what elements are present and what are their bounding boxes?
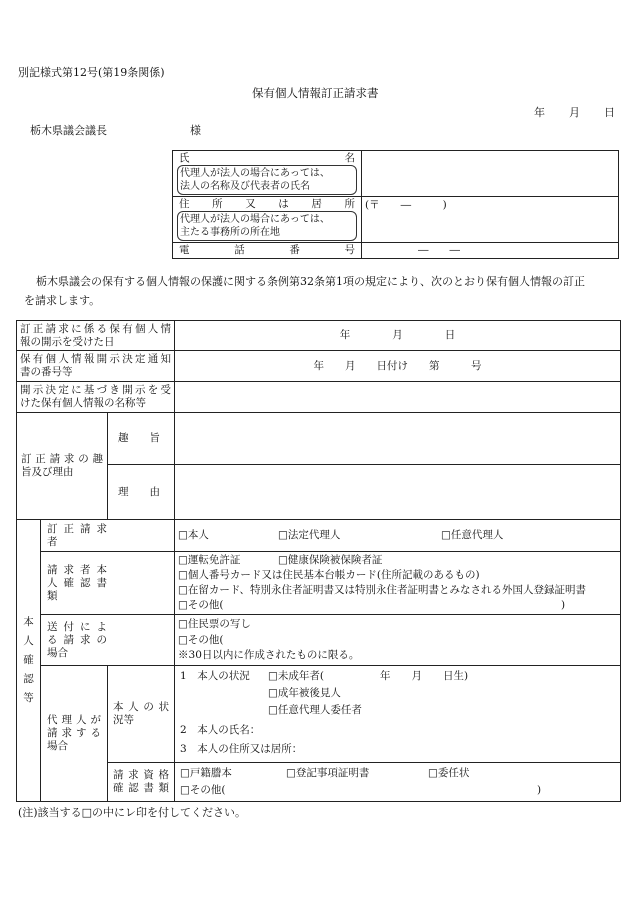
status-label-line-2: 況等 — [113, 714, 134, 726]
info-name-field[interactable] — [175, 382, 621, 413]
requester-options — [175, 520, 621, 552]
r2-label-line-2: 書の番号等 — [20, 366, 73, 378]
driver-license-checkbox[interactable]: □運転免許証 — [178, 554, 241, 566]
phone-label: 電話番号 — [179, 244, 355, 256]
qual-label-line-1: 請求資格 — [113, 769, 170, 781]
reason-field[interactable] — [175, 465, 621, 520]
minor-birthdate: 年 月 日生) — [380, 670, 469, 682]
purpose-label — [108, 413, 175, 465]
intro-line-1: 栃木県議会の保有する個人情報の保護に関する条例第32条第1項の規定により、次のとおり保有個人情報の訂正 — [36, 275, 585, 288]
r1-label-line-2: 報の開示を受けた日 — [20, 335, 115, 348]
name-field[interactable] — [362, 151, 619, 197]
status-options — [175, 666, 621, 763]
requester-legal-agent-checkbox[interactable]: □法定代理人 — [278, 529, 341, 541]
docs-label — [41, 552, 175, 615]
mail-label — [41, 615, 175, 666]
address-field[interactable] — [362, 197, 619, 243]
r4-label — [17, 413, 108, 520]
honorific: 様 — [190, 124, 201, 137]
principal-name-field[interactable]: 2 本人の氏名： — [180, 724, 261, 736]
address-note — [177, 211, 357, 241]
identity-group-char-5: 等 — [23, 692, 34, 704]
requester-voluntary-agent-checkbox[interactable]: □任意代理人 — [441, 529, 504, 541]
r2-label-line-1: 保有個人情報開示決定通知 — [20, 353, 172, 365]
identity-group-char-1: 本 — [23, 616, 34, 628]
disclosure-date-field[interactable] — [175, 321, 621, 351]
identity-group-char-2: 人 — [23, 635, 34, 647]
disclosure-date-value: 年 月 日 — [339, 329, 456, 341]
qual-label — [108, 763, 175, 802]
r3-label — [17, 382, 175, 413]
intro-line-2: を請求します。 — [24, 294, 101, 307]
status-heading: 1 本人の状況 — [180, 670, 250, 682]
adult-guardianship-checkbox[interactable]: □成年被後見人 — [268, 687, 341, 699]
name-note-line-2: 法人の名称及び代表者の氏名 — [180, 181, 310, 192]
identity-group-char-3: 確 — [23, 654, 34, 666]
form-number: 別記様式第12号(第19条関係) — [18, 66, 165, 79]
name-label: 氏名 — [179, 152, 355, 164]
identity-group-char-4: 認 — [23, 673, 34, 685]
name-label-cell — [173, 151, 362, 197]
qual-other-checkbox[interactable]: □その他( — [180, 784, 226, 796]
delegator-checkbox[interactable]: □任意代理人委任者 — [268, 704, 362, 716]
address-note-line-2: 主たる事務所の所在地 — [180, 227, 280, 238]
mail-options — [175, 615, 621, 666]
requester-label-line-2: 者 — [47, 535, 58, 548]
reason-label — [108, 465, 175, 520]
requester-label-line-1: 訂正請求 — [47, 522, 107, 535]
mail-other-checkbox[interactable]: □その他( — [178, 634, 224, 646]
qual-options — [175, 763, 621, 802]
r4-label-line-2: 旨及び理由 — [21, 466, 74, 478]
docs-label-line-2: 人確認書 — [47, 576, 107, 589]
address-note-line-1: 代理人が法人の場合にあっては、 — [180, 214, 330, 225]
my-number-card-checkbox[interactable]: □個人番号カード又は住民基本台帳カード(住所記載のあるもの) — [178, 569, 480, 581]
date-year: 年 — [534, 106, 545, 119]
r3-label-line-2: けた保有個人情報の名称等 — [20, 397, 146, 409]
requester-self-checkbox[interactable]: □本人 — [178, 529, 209, 541]
registry-certificate-checkbox[interactable]: □登記事項証明書 — [286, 767, 370, 779]
residence-card-checkbox[interactable]: □在留カード、特別永住者証明書又は特別永住者証明書とみなされる外国人登録証明書 — [178, 584, 586, 596]
r3-label-line-1: 開示決定に基づき開示を受 — [20, 384, 172, 396]
health-insurance-checkbox[interactable]: □健康保険被保険者証 — [278, 554, 383, 566]
page-title: 保有個人情報訂正請求書 — [252, 86, 379, 100]
notice-number-field[interactable] — [175, 351, 621, 382]
r4-label-line-1: 訂正請求の趣 — [21, 453, 103, 465]
agent-label — [41, 666, 108, 802]
phone-dash: ― ― — [418, 244, 460, 256]
minor-checkbox[interactable]: □未成年者( — [268, 670, 325, 682]
request-table — [16, 320, 621, 802]
recipient: 栃木県議会議長 — [30, 124, 107, 137]
mail-label-line-1: 送付によ — [47, 620, 107, 633]
date-day: 日 — [604, 106, 615, 119]
status-label — [108, 666, 175, 763]
docs-other-close: ) — [561, 599, 566, 611]
qual-other-close: ) — [537, 784, 542, 796]
docs-other-checkbox[interactable]: □その他( — [178, 599, 224, 611]
reason-label-text: 理 由 — [118, 485, 160, 498]
family-register-checkbox[interactable]: □戸籍謄本 — [180, 767, 232, 779]
requester-label — [41, 520, 175, 552]
footnote: (注)該当する□の中にレ印を付してください。 — [18, 806, 246, 819]
agent-label-line-2: 請求する — [47, 727, 101, 739]
address-label-cell — [173, 197, 362, 243]
agent-label-line-1: 代理人が — [47, 714, 101, 726]
applicant-table — [172, 150, 619, 259]
purpose-label-text: 趣 旨 — [118, 432, 160, 444]
date-month: 月 — [569, 106, 580, 119]
docs-label-line-1: 請求者本 — [47, 563, 107, 576]
identity-group-label — [17, 520, 41, 802]
postal-mark: (〒 ― ) — [365, 199, 447, 211]
name-note-line-1: 代理人が法人の場合にあっては、 — [180, 168, 330, 179]
name-note — [177, 165, 357, 195]
resident-record-checkbox[interactable]: □住民票の写し — [178, 618, 251, 630]
r2-label — [17, 351, 175, 382]
address-label: 住所又は居所 — [179, 198, 355, 210]
phone-field[interactable] — [362, 243, 619, 259]
r1-label — [17, 321, 175, 351]
purpose-field[interactable] — [175, 413, 621, 465]
mail-note: ※30日以内に作成されたものに限る。 — [178, 649, 360, 661]
notice-number-value: 年 月 日付け 第 号 — [313, 359, 482, 372]
status-label-line-1: 本人の状 — [113, 701, 170, 713]
r1-label-line-1: 訂正請求に係る保有個人情 — [20, 322, 172, 335]
docs-label-line-3: 類 — [47, 589, 58, 602]
phone-label-cell — [173, 243, 362, 259]
docs-options — [175, 552, 621, 615]
qual-label-line-2: 確認書類 — [113, 782, 170, 794]
mail-label-line-3: 場合 — [47, 646, 68, 659]
agent-label-line-3: 場合 — [47, 740, 68, 752]
mail-label-line-2: る請求の — [47, 633, 107, 646]
principal-address-field[interactable]: 3 本人の住所又は居所： — [180, 743, 303, 755]
power-of-attorney-checkbox[interactable]: □委任状 — [428, 767, 470, 779]
